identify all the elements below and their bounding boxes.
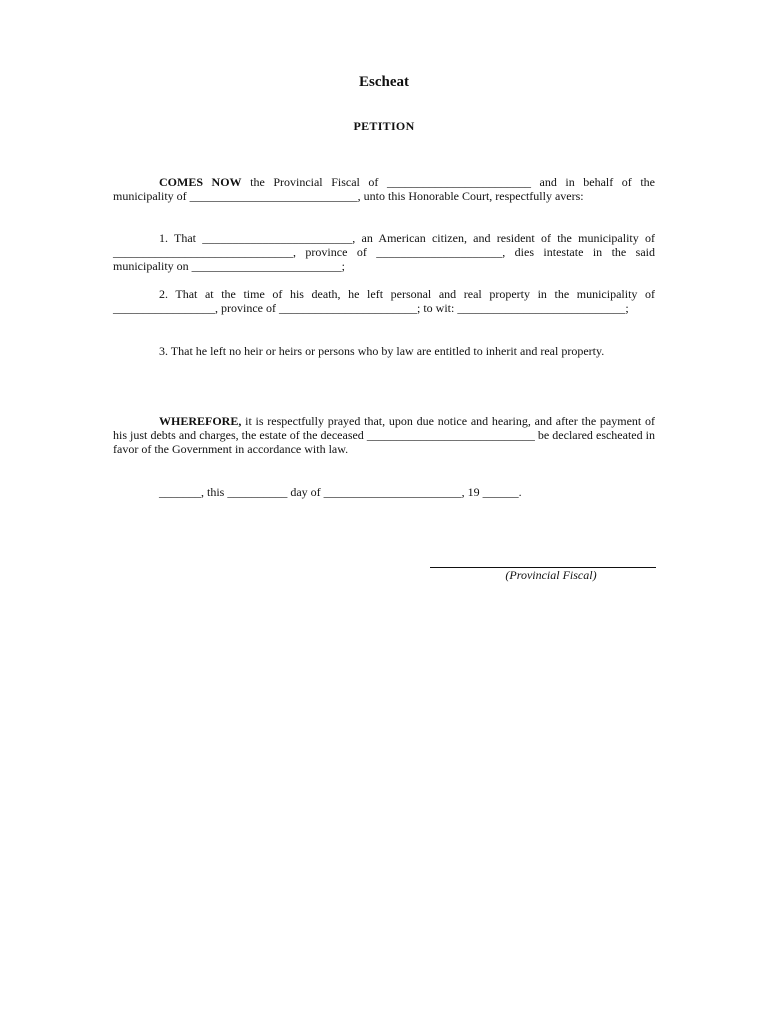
item-2-text-2: , province of: [215, 301, 279, 315]
municipality-blank: ____________________________: [189, 189, 358, 203]
item-1-text-2: , an American citizen, and resident of the municipality of: [352, 231, 656, 245]
item-1-text-5: ;: [341, 259, 345, 273]
year-blank: ______: [482, 485, 519, 499]
dateline-paragraph: [113, 485, 655, 499]
wherefore-paragraph: [113, 414, 655, 456]
item-3-paragraph: [113, 344, 655, 358]
item-2-paragraph: [113, 287, 655, 315]
dateline-text-3: , 19: [461, 485, 483, 499]
item-1-text-3: , province of: [293, 245, 377, 259]
item-1-text-4: , dies intestate in the said municipality on: [113, 245, 655, 273]
document-title: Escheat: [359, 74, 409, 90]
item-2-text-3: ; to wit:: [416, 301, 458, 315]
item-2-text-4: ;: [625, 301, 629, 315]
death-date-blank: _________________________: [191, 259, 342, 273]
day-blank: __________: [227, 485, 288, 499]
residence-municipality-blank: ______________________________: [113, 245, 293, 259]
dateline-text-2: day of: [287, 485, 324, 499]
property-municipality-blank: _________________: [113, 301, 215, 315]
intro-lead: COMES NOW: [159, 175, 242, 189]
wherefore-lead: WHEREFORE,: [159, 414, 242, 428]
estate-deceased-blank: ____________________________: [366, 428, 535, 442]
fiscal-province-blank: ________________________: [386, 175, 531, 189]
item-1-paragraph: [113, 231, 655, 273]
property-province-blank: _______________________: [278, 301, 417, 315]
dateline-text-1: , this: [201, 485, 228, 499]
intro-paragraph: [113, 175, 655, 203]
signature-label: (Provincial Fiscal): [505, 568, 597, 582]
intro-text-2: and in behalf of the municipality of: [113, 175, 655, 203]
document-subtitle: PETITION: [353, 119, 415, 133]
intro-text-1: the Provincial Fiscal of: [241, 175, 387, 189]
item-3-text: 3. That he left no heir or heirs or persons who by law are entitled to inherit and real property.: [159, 344, 605, 358]
intro-text-3: , unto this Honorable Court, respectfully avers:: [357, 189, 584, 203]
deceased-name-blank: _________________________: [202, 231, 353, 245]
property-description-blank: ____________________________: [457, 301, 626, 315]
place-blank: _______: [159, 485, 201, 499]
dateline-text-4: .: [518, 485, 522, 499]
month-blank: _______________________: [323, 485, 462, 499]
item-2-text-1: 2. That at the time of his death, he left personal and real property in the municipality of: [159, 287, 655, 301]
wherefore-text-2: be declared escheated in favor of the Government in accordance with law.: [113, 428, 656, 456]
item-1-text-1: 1. That: [159, 231, 203, 245]
wherefore-text-1: it is respectfully prayed that, upon due notice and hearing, and after the payment of his just debts and charges, the estate of the deceased: [113, 414, 655, 442]
residence-province-blank: _____________________: [376, 245, 503, 259]
